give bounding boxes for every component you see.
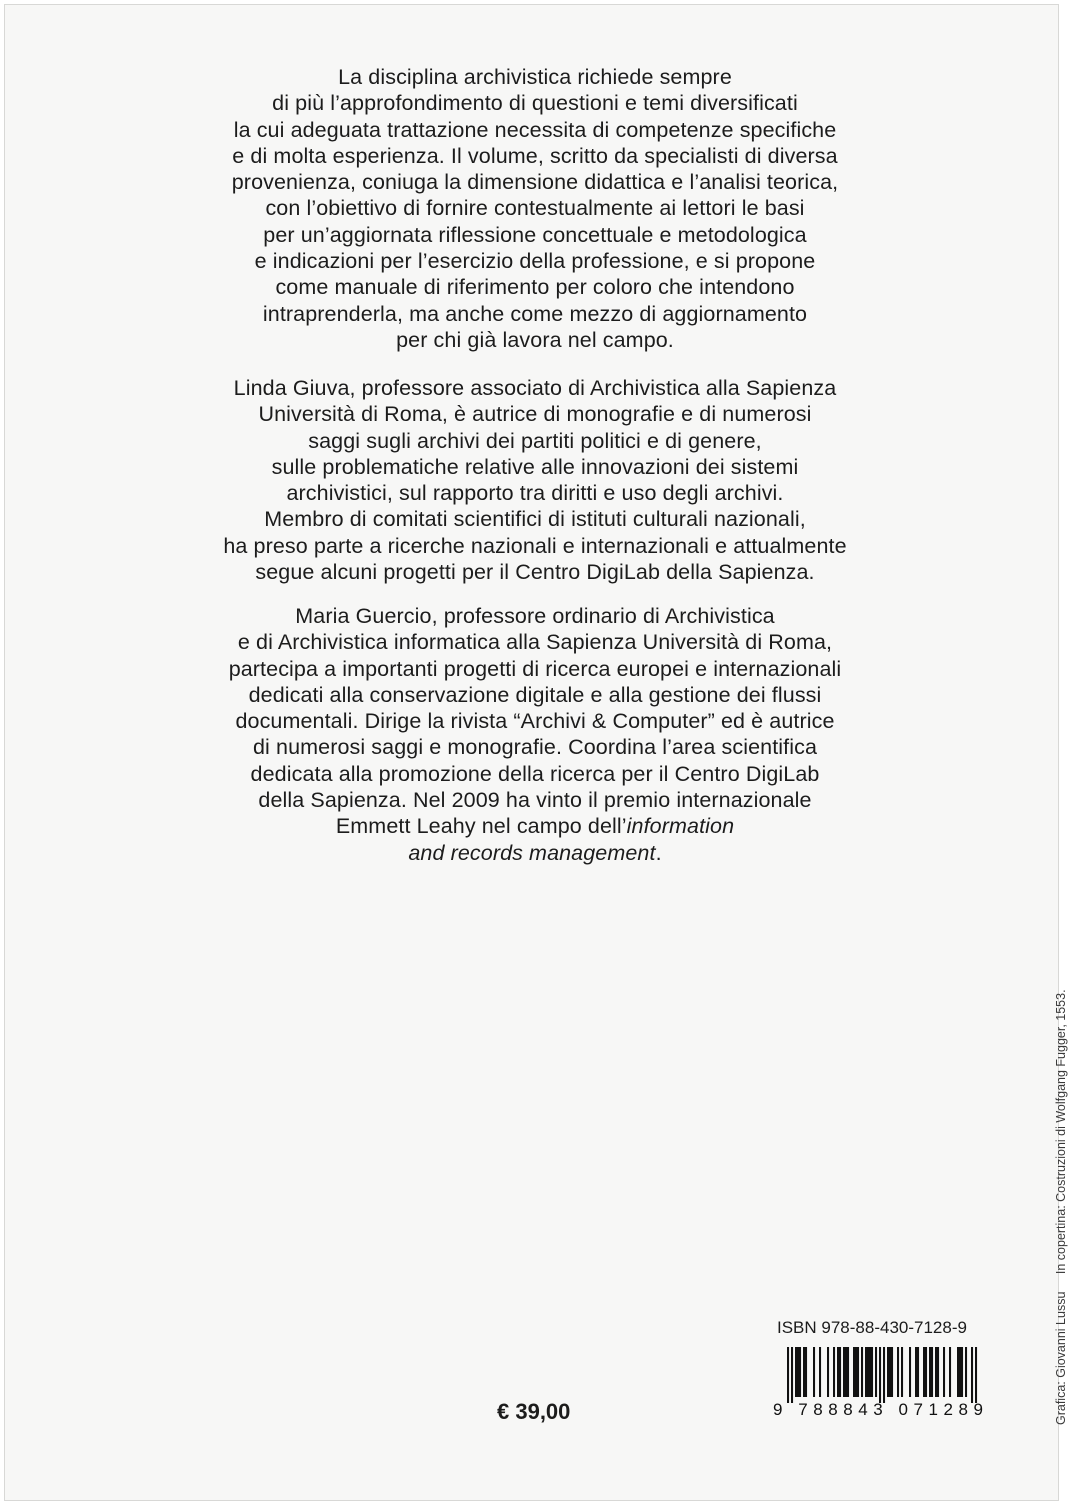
barcode-bar [961,1347,963,1397]
author-bio-giuva [155,375,915,585]
text-fragment: Emmett Leahy nel campo dell’ [335,814,627,839]
text-line: documentali. Dirige la rivista “Archivi & Computer” ed è autrice [235,709,835,734]
back-cover [4,4,1068,1501]
barcode-bar [865,1347,867,1397]
barcode-bar [853,1347,855,1397]
book-description [155,64,915,353]
author-bio-guercio [155,603,915,866]
barcode-bar [971,1347,973,1403]
text-line: per chi già lavora nel campo. [396,327,674,352]
barcode-digits: 9 788843 071289 [773,1400,983,1419]
italic-term: information [626,814,735,839]
text-line: Maria Guercio, professore ordinario di Archivistica [295,604,775,628]
barcode-bar [879,1347,881,1403]
text-line: Membro di comitati scientifici di istituti culturali nazionali, [264,507,806,532]
barcode-bar [931,1347,933,1397]
text-line: e di molta esperienza. Il volume, scritto da specialisti di diversa [232,143,838,168]
cover-image-credit: In copertina: Costruzioni di Wolfgang Fugger, 1553. [1054,989,1068,1275]
barcode-bar [875,1347,877,1397]
barcode-bar [797,1347,799,1397]
barcode-bar [891,1347,893,1397]
text-line: per un’aggiornata riflessione concettuale e metodologica [263,222,807,247]
barcode-bar [847,1347,849,1397]
text-line: sulle problematiche relative alle innovazioni dei sistemi [271,454,799,479]
text-line: con l’obiettivo di fornire contestualmente ai lettori le basi [265,196,805,221]
barcode-bar [925,1347,927,1397]
isbn-barcode [773,1347,983,1417]
barcode-bar [827,1347,829,1397]
text-line: saggi sugli archivi dei partiti politici e di genere, [308,428,762,453]
text-line: La disciplina archivistica richiede sempre [338,65,732,89]
text-line: Linda Giuva, professore associato di Archivistica alla Sapienza [233,376,837,400]
barcode-bar [839,1347,841,1397]
barcode-bar [957,1347,959,1397]
barcode-bar [897,1347,899,1397]
text-line: segue alcuni progetti per il Centro DigiLab della Sapienza. [255,560,815,585]
barcode-bar [869,1347,871,1397]
barcode-bar [861,1347,863,1397]
barcode-bar [819,1347,821,1397]
barcode-bar [867,1347,869,1397]
italic-term: and records management [408,840,656,865]
barcode-bar [791,1347,793,1403]
text-line: e di Archivistica informatica alla Sapienza Università di Roma, [237,630,833,655]
barcode-bar [935,1347,937,1397]
barcode-bar [887,1347,889,1397]
text-line: ha preso parte a ricerche nazionali e internazionali e attualmente [223,533,847,558]
text-line: provenienza, coniuga la dimensione didattica e l’analisi teorica, [231,170,839,195]
barcode-bar [799,1347,801,1397]
text-line: di numerosi saggi e monografie. Coordina l’area scientifica [253,735,817,760]
barcode-bar [959,1347,961,1397]
text-line: della Sapienza. Nel 2009 ha vinto il premio internazionale [258,788,812,813]
barcode-bar [871,1347,873,1397]
barcode-bar [833,1347,835,1397]
barcode-bar [855,1347,857,1397]
barcode-bar [917,1347,919,1397]
barcode-bar [889,1347,891,1397]
barcode-bar [923,1347,925,1397]
barcode-bar [813,1347,815,1397]
text-line: di più l’approfondimento di questioni e temi diversificati [272,91,798,116]
text-line: intraprenderla, ma anche come mezzo di aggiornamento [262,301,808,326]
text-line [155,813,915,839]
barcode-bar [975,1347,977,1403]
text-line: la cui adeguata trattazione necessita di competenze specifiche [233,117,837,142]
design-credit: Grafica: Giovanni Lussu [1054,1291,1068,1425]
barcode-bar [915,1347,917,1397]
barcode-bar [843,1347,845,1397]
barcode-bar [949,1347,951,1397]
barcode-bar [937,1347,939,1397]
barcode-bar [909,1347,911,1397]
text-line: partecipa a importanti progetti di ricerca europei e internazionali [228,656,842,681]
barcode-bar [883,1347,885,1403]
barcode-bar [787,1347,789,1403]
barcode-bar [805,1347,807,1397]
barcode-bar [845,1347,847,1397]
barcode-bar [837,1347,839,1397]
cover-credits [1054,989,1068,1425]
text-line: dedicata alla promozione della ricerca per il Centro DigiLab [250,761,820,786]
barcode-bar [803,1347,805,1397]
barcode-bar [929,1347,931,1397]
text-line: come manuale di riferimento per coloro che intendono [275,275,795,300]
barcode-bar [943,1347,945,1397]
barcode-bar [857,1347,859,1397]
text-fragment: . [655,840,662,865]
text-line: Università di Roma, è autrice di monografie e di numerosi [258,402,812,427]
price-label: € 39,00 [497,1399,571,1424]
text-line: archivistici, sul rapporto tra diritti e uso degli archivi. [286,481,784,506]
text-line: dedicati alla conservazione digitale e alla gestione dei flussi [248,682,822,707]
text-line: e indicazioni per l’esercizio della professione, e si propone [254,249,816,274]
isbn-label: ISBN 978-88-430-7128-9 [777,1318,967,1337]
barcode-bar [901,1347,903,1397]
text-line [155,840,915,866]
barcode-bar [965,1347,967,1397]
barcode-bar [795,1347,797,1397]
